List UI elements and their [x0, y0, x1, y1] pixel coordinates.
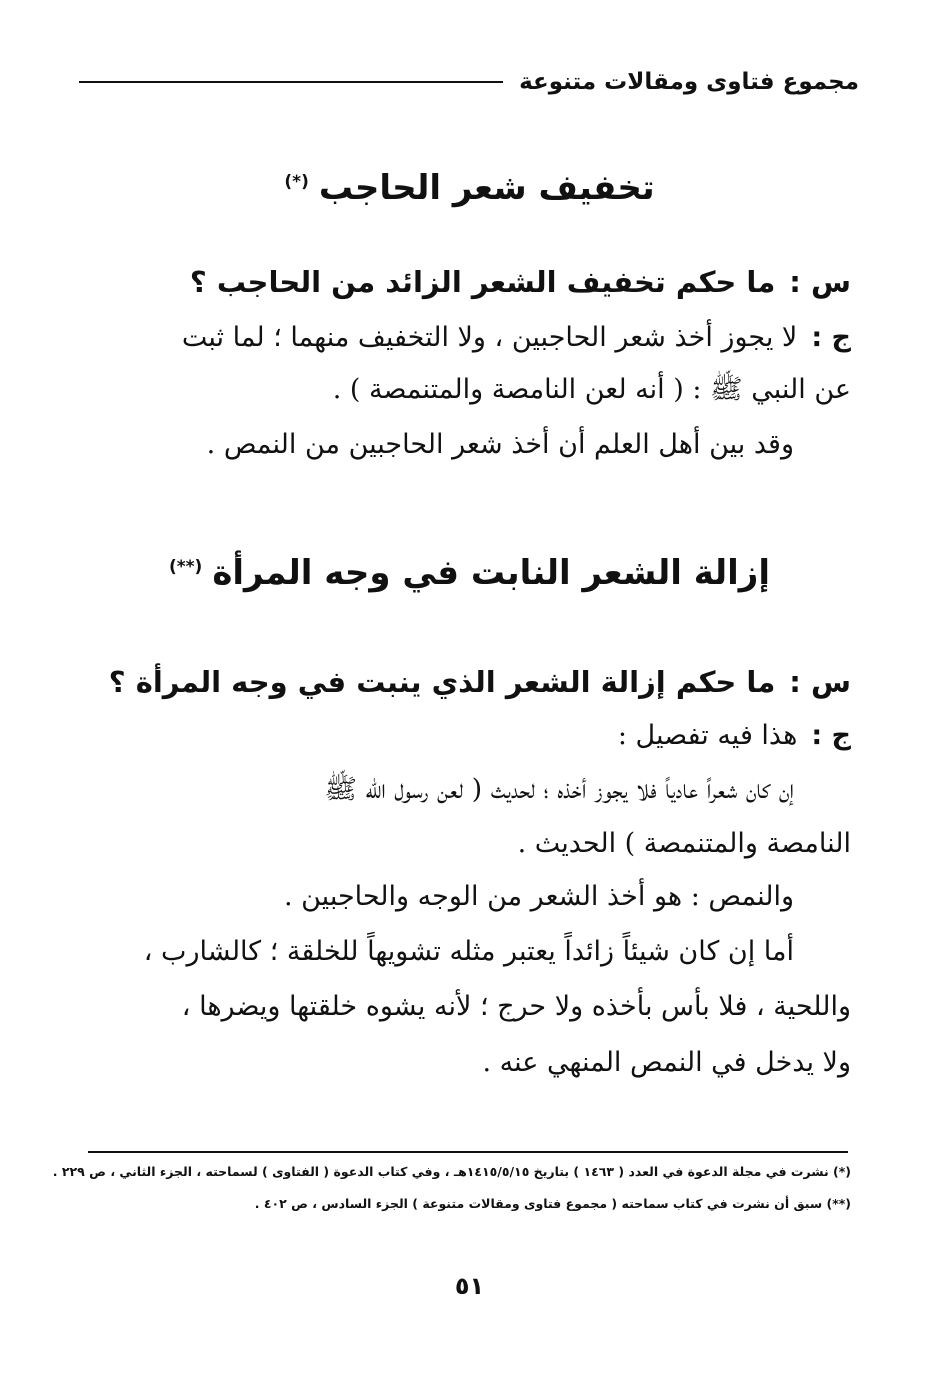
question-label: س : — [789, 265, 851, 299]
section1-answer-line — [81, 318, 851, 358]
answer-label: ج : — [811, 720, 851, 751]
question-text: ما حكم إزالة الشعر الذي ينبت في وجه المرأة ؟ — [108, 665, 776, 699]
section2-answer-line: والنمص : هو أخذ الشعر من الوجه والحاجبين . — [283, 881, 794, 912]
section1-answer-line: عن النبي ﷺ : ( أنه لعن النامصة والمتنمصة ) . — [332, 374, 851, 405]
section1-answer-line: وقد بين أهل العلم أن أخذ شعر الحاجبين من النمص . — [206, 429, 794, 460]
question-label: س : — [789, 665, 851, 699]
section2-title — [0, 553, 939, 593]
section1-title-text: تخفيف شعر الحاجب — [318, 168, 655, 208]
section2-title-text: إزالة الشعر النابت في وجه المرأة — [212, 553, 770, 593]
footnote-2: (**) سبق أن نشرت في كتاب سماحته ( مجموع فتاوى ومقالات متنوعة ) الجزء السادس ، ص ٤٠٢ . — [254, 1196, 851, 1211]
section1-title — [0, 168, 939, 208]
answer-text: لا يجوز أخذ شعر الحاجبين ، ولا التخفيف منهما ؛ لما ثبت — [181, 322, 798, 353]
section1-question — [81, 262, 851, 302]
section2-answer-line: أما إن كان شيئاً زائداً يعتبر مثله تشويهاً للخلقة ؛ كالشارب ، — [143, 936, 794, 967]
question-text: ما حكم تخفيف الشعر الزائد من الحاجب ؟ — [189, 265, 776, 299]
section2-answer-line: واللحية ، فلا بأس بأخذه ولا حرج ؛ لأنه يشوه خلقتها ويضرها ، — [181, 991, 851, 1022]
section2-footnote-mark: (**) — [169, 556, 203, 577]
answer-label: ج : — [811, 322, 851, 353]
section2-question — [81, 662, 851, 702]
header-rule — [79, 81, 503, 83]
footnote-1: (*) نشرت في مجلة الدعوة في العدد ( ١٤٦٣ ) بتاريخ ١٤١٥/٥/١٥هـ ، وفي كتاب الدعوة ( الفتاوى ) لسماحته ، الجزء الثاني ، ص ٢٢٩ . — [52, 1164, 851, 1179]
answer-intro: هذا فيه تفصيل : — [617, 720, 798, 751]
page-number: ٥١ — [454, 1272, 485, 1300]
running-header-title: مجموع فتاوى ومقالات متنوعة — [519, 69, 859, 95]
section2-answer-line: ولا يدخل في النمص المنهي عنه . — [482, 1047, 851, 1078]
section2-answer-line: إن كان شعراً عادياً فلا يجوز أخذه ؛ لحديث ( لعن رسول الله ﷺ — [324, 774, 794, 805]
section2-answer-line: النامصة والمتنمصة ) الحديث . — [517, 828, 851, 859]
section2-answer-line — [81, 716, 851, 756]
section1-footnote-mark: (*) — [284, 171, 309, 192]
running-header — [79, 62, 859, 102]
footnote-rule — [88, 1151, 848, 1153]
